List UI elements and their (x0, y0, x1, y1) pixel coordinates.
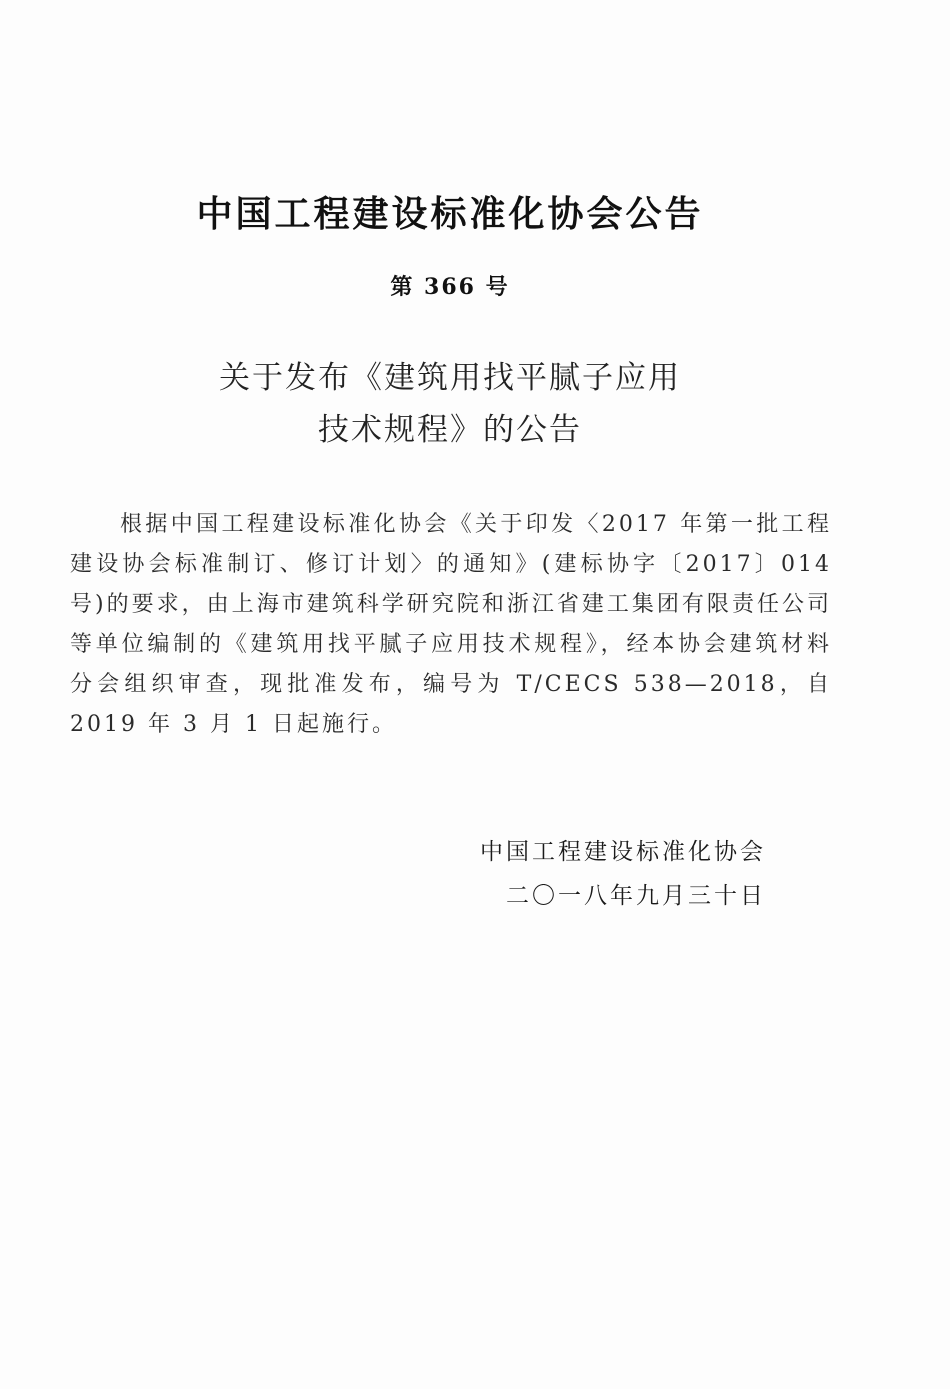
signature-organization: 中国工程建设标准化协会 (480, 839, 766, 865)
signature-date: 二〇一八年九月三十日 (506, 883, 766, 909)
signature-block (470, 830, 800, 918)
subtitle-line-2: 技术规程》的公告 (318, 412, 582, 448)
announcement-body: 根据中国工程建设标准化协会《关于印发〈2017 年第一批工程建设协会标准制订、修订计划〉的通知》(建标协字〔2017〕014号)的要求，由上海市建筑科学研究院和浙江省建工集团有限责任公司等单位编制的《建筑用找平腻子应用技术规程》，经本协会建筑材料分会组织审查，现批准发布，编号为 T/CECS 538—2018，自 2019 年 3 月 1 日起施行。 (70, 512, 832, 737)
subtitle-line-1: 关于发布《建筑用找平腻子应用 (219, 360, 681, 396)
announcement-number: 第 366 号 (390, 274, 510, 300)
announcement-subtitle (0, 352, 900, 456)
announcement-title: 中国工程建设标准化协会公告 (196, 194, 704, 235)
